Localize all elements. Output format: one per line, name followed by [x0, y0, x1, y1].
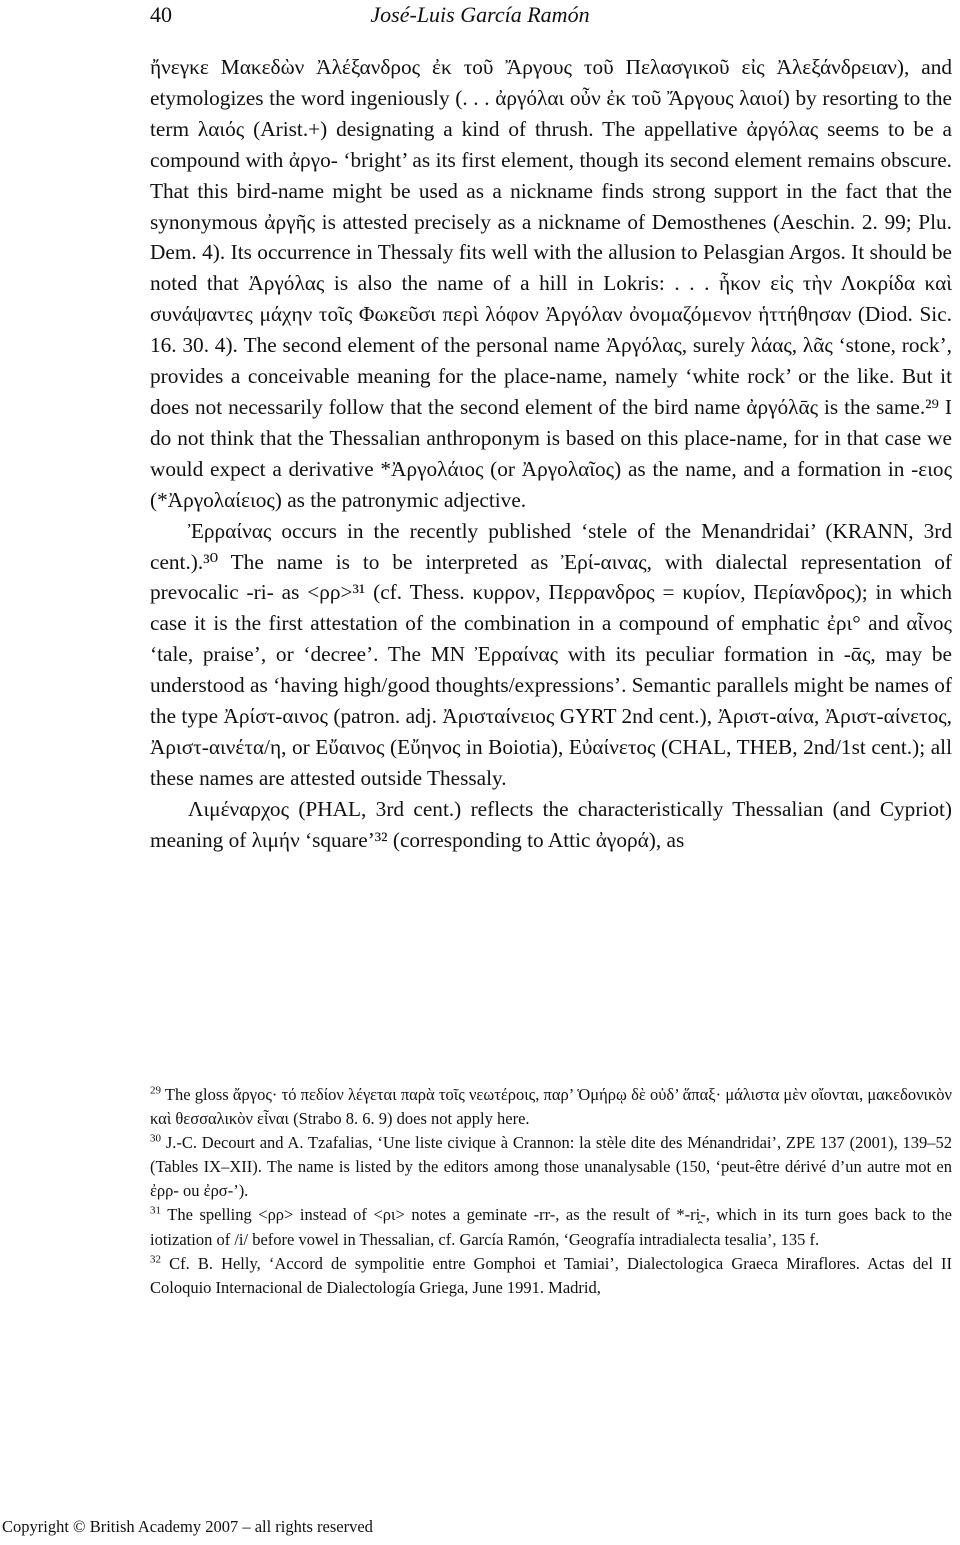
- footnote: [150, 1203, 952, 1251]
- footnote-number: 31: [150, 1204, 161, 1217]
- footnote-text: Cf. B. Helly, ‘Accord de sympolitie entre Gomphoi et Tamiai’, Dialectologica Graeca Miraflores. Actas del II Coloquio Internacional de Dialectología Griega, June 1991. Madrid,: [150, 1253, 953, 1297]
- running-head: José-Luis García Ramón: [370, 2, 590, 27]
- footnote: [150, 1131, 952, 1203]
- footnote-number: 29: [150, 1084, 161, 1097]
- paragraph-erraianas: Ἐρραίνας occurs in the recently published ‘stele of the Menandridai’ (KRANN, 3rd cent.).³⁰ The name is to be interpreted as Ἐρί-αινας, with dialectal representation of prevocalic -ri- as <ρρ>³¹ (cf. Thess. κυρρον, Περρανδρος = κυρίον, Περίανδρος); in which case it is the first attestation of the combination in a compound of emphatic ἐρι° and αἶνος ‘tale, praise’, or ‘decree’. The MN Ἐρραίνας with its peculiar formation in -ᾱς, may be understood as ‘having high/good thoughts/expressions’. Semantic parallels might be names of the type Ἀρίστ-αινος (patron. adj. Ἀρισταίνειος GYRT 2nd cent.), Ἀριστ-αίνα, Ἀριστ-αίνετος, Ἀριστ-αινέτα/η, or Εὔαινος (Εὔηνος in Boiotia), Εὐαίνετος (CHAL, THEB, 2nd/1st cent.); all these names are attested outside Thessaly.: [150, 518, 952, 790]
- paragraph-limenarchos: Λιμέναρχος (PHAL, 3rd cent.) reflects the characteristically Thessalian (and Cypriot) meaning of λιμήν ‘square’³² (corresponding to Attic ἀγορά), as: [150, 796, 952, 852]
- footnote-number: 30: [150, 1132, 161, 1145]
- copyright-notice: Copyright © British Academy 2007 – all rights reserved: [2, 1517, 373, 1536]
- footnote: [150, 1252, 952, 1300]
- footnote-text: J.-C. Decourt and A. Tzafalias, ‘Une liste civique à Crannon: la stèle dite des Ménandridai’, ZPE 137 (2001), 139–52 (Tables IX–XII). The name is listed by the editors among those unanalysable (150, ‘peut-être dérivé d’un autre mot en ἐρρ- ou ἐρσ-’).: [150, 1133, 953, 1201]
- footnotes: [150, 1083, 952, 1300]
- footnote: [150, 1083, 952, 1131]
- page-number: 40: [150, 2, 172, 27]
- page-header: [0, 2, 960, 36]
- footnote-text: The spelling <ρρ> instead of <ρι> notes a geminate -rr-, as the result of *-ri̯-, which in its turn goes back to the iotization of /i/ before vowel in Thessalian, cf. García Ramón, ‘Geografía intradialecta tesalia’, 135 f.: [150, 1205, 953, 1249]
- footnote-text: The gloss ἄργος· τό πεδίον λέγεται παρὰ τοῖς νεωτέροις, παρ’ Ὁμήρῳ δὲ οὐδ’ ἅπαξ· μάλιστα μὲν οἴονται, μακεδονικὸν καὶ θεσσαλικὸν εἶναι (Strabo 8. 6. 9) does not apply here.: [150, 1085, 953, 1129]
- paragraph-argolas: ἤνεγκε Μακεδὼν Ἀλέξανδρος ἐκ τοῦ Ἄργους τοῦ Πελασγικοῦ εἰς Ἀλεξάνδρειαν), and etymologizes the word ingeniously (. . . ἀργόλαι οὖν ἐκ τοῦ Ἄργους λαιοί) by resorting to the term λαιός (Arist.+) designating a kind of thrush. The appellative ἀργόλας seems to be a compound with ἀργο- ‘bright’ as its first element, though its second element remains obscure. That this bird-name might be used as a nickname finds strong support in the fact that the synonymous ἀργῆς is attested precisely as a nickname of Demosthenes (Aeschin. 2. 99; Plu. Dem. 4). Its occurrence in Thessaly fits well with the allusion to Pelasgian Argos. It should be noted that Ἀργόλας is also the name of a hill in Lokris: . . . ἧκον εἰς τὴν Λοκρίδα καὶ συνάψαντες μάχην τοῖς Φωκεῦσι περὶ λόφον Ἀργόλαν ὀνομαζόμενον ἡττήθησαν (Diod. Sic. 16. 30. 4). The second element of the personal name Ἀργόλας, surely λάας, λᾶς ‘stone, rock’, provides a conceivable meaning for the place-name, namely ‘white rock’ or the like. But it does not necessarily follow that the second element of the bird name ἀργόλᾱς is the same.²⁹ I do not think that the Thessalian anthroponym is based on this place-name, for in that case we would expect a derivative *Ἀργολάιος (or Ἀργολαῖος) as the name, and a formation in -ειος (*Ἀργολαίειος) as the patronymic adjective.: [150, 55, 953, 512]
- body-text: [150, 52, 952, 856]
- footnote-number: 32: [150, 1253, 161, 1266]
